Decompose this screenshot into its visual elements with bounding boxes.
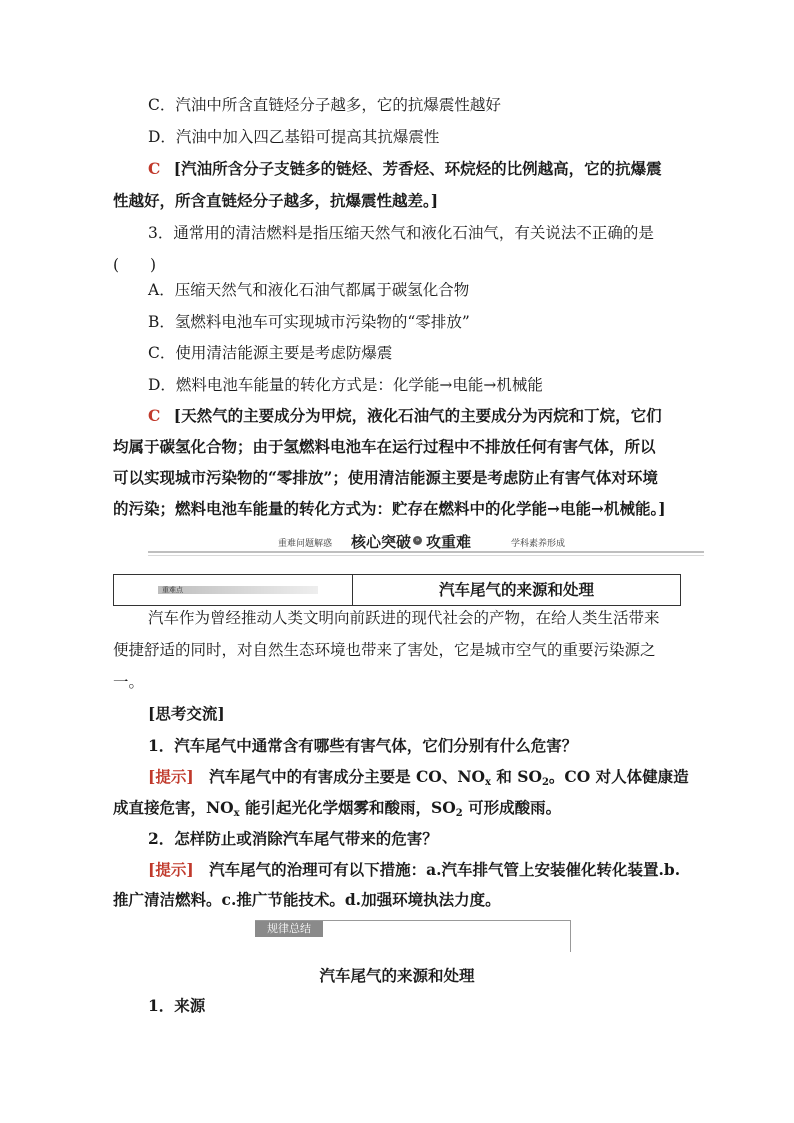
q3-explanation-line2: 均属于碳氢化合物；由于氢燃料电池车在运行过程中不排放任何有害气体，所以	[113, 437, 656, 456]
q2-explanation-line2: 性越好，所含直链烃分子越多，抗爆震性越差。]	[113, 191, 439, 210]
banner-rule-thin	[148, 555, 704, 556]
discussion-a1-line2	[113, 798, 561, 824]
banner-rule	[148, 551, 704, 553]
q2-answer-letter: C	[148, 159, 161, 178]
a1-line2-text-2: 能引起光化学烟雾和酸雨，SO	[239, 798, 456, 817]
banner-left-caption: 重难问题解惑	[278, 539, 333, 549]
q3-option-a: A．压缩天然气和液化石油气都属于碳氢化合物	[148, 281, 470, 299]
a1-text-2: 和 SO	[490, 767, 542, 786]
discussion-a2-line2: 推广清洁燃料。c.推广节能技术。d.加强环境执法力度。	[113, 890, 501, 909]
a1-line2-text-3: 可形成酸雨。	[462, 798, 562, 817]
discussion-a2-line1	[148, 860, 680, 880]
q2-option-c: C．汽油中所含直链烃分子越多，它的抗爆震性越好	[148, 96, 501, 114]
a1-text-3: 。CO 对人体健康造	[548, 767, 689, 786]
a1-sub-2: 2	[541, 777, 549, 788]
discussion-q2: 2．怎样防止或消除汽车尾气带来的危害？	[148, 829, 438, 848]
q2-explanation-line1: [汽油所含分子支链多的链烃、芳香烃、环烷烃的比例越高，它的抗爆震	[173, 159, 662, 178]
hint-label-1: [提示]	[148, 767, 194, 786]
q3-stem-line2: ( )	[113, 256, 157, 274]
intro-line1: 汽车作为曾经推动人类文明向前跃进的现代社会的产物，在给人类生活带来	[148, 609, 660, 627]
q3-option-d: D．燃料电池车能量的转化方式是：化学能→电能→机械能	[148, 376, 543, 394]
intro-line3: 一。	[113, 673, 145, 691]
hint-label-2: [提示]	[148, 860, 194, 879]
a1-text-1: 汽车尾气中的有害成分主要是 CO、NO	[209, 767, 485, 786]
q2-option-d: D．汽油中加入四乙基铅可提高其抗爆震性	[148, 128, 440, 146]
banner-right-caption: 学科素养形成	[511, 539, 566, 549]
summary-tab-label: 规律总结	[255, 921, 323, 937]
topic-header-box	[113, 574, 681, 606]
summary-tab	[255, 920, 571, 952]
a2-line1-text: 汽车尾气的治理可有以下措施：a.汽车排气管上安装催化转化装置.b.	[209, 860, 681, 879]
banner-title-part2: 攻重难	[426, 533, 472, 551]
a1-sub-x: x	[484, 777, 491, 788]
section-banner	[148, 530, 704, 556]
q3-option-c: C．使用清洁能源主要是考虑防爆震	[148, 344, 393, 362]
a1-line2-sub-2: 2	[455, 808, 463, 819]
a1-line2-sub-x: x	[233, 808, 240, 819]
intro-line2: 便捷舒适的同时，对自然生态环境也带来了害处，它是城市空气的重要污染源之	[113, 641, 656, 659]
topic-tag-label: 重难点	[162, 586, 183, 594]
discussion-q1: 1．汽车尾气中通常含有哪些有害气体，它们分别有什么危害？	[148, 736, 578, 755]
q3-option-b: B．氢燃料电池车可实现城市污染物的“零排放”	[148, 313, 470, 331]
q2-answer	[148, 159, 662, 179]
topic-tag	[158, 586, 318, 594]
discussion-heading: [思考交流]	[148, 704, 225, 723]
discussion-a1-line1	[148, 767, 689, 793]
banner-title-part1: 核心突破	[351, 533, 412, 551]
q3-stem-line1: 3．通常用的清洁燃料是指压缩天然气和液化石油气，有关说法不正确的是	[148, 224, 654, 242]
q3-explanation-line1: [天然气的主要成分为甲烷，液化石油气的主要成分为丙烷和丁烷，它们	[173, 406, 662, 425]
summary-item1: 1．来源	[148, 996, 206, 1015]
topic-title: 汽车尾气的来源和处理	[438, 580, 594, 599]
summary-title: 汽车尾气的来源和处理	[319, 966, 475, 985]
q3-explanation-line3: 可以实现城市污染物的“零排放”；使用清洁能源主要是考虑防止有害气体对环境	[113, 468, 658, 487]
banner-separator-icon: »	[413, 536, 422, 545]
q3-answer-letter: C	[148, 406, 161, 425]
q3-answer	[148, 406, 662, 426]
a1-line2-text-1: 成直接危害，NO	[113, 798, 234, 817]
q3-explanation-line4: 的污染；燃料电池车能量的转化方式为：贮存在燃料中的化学能→电能→机械能。]	[113, 499, 666, 518]
